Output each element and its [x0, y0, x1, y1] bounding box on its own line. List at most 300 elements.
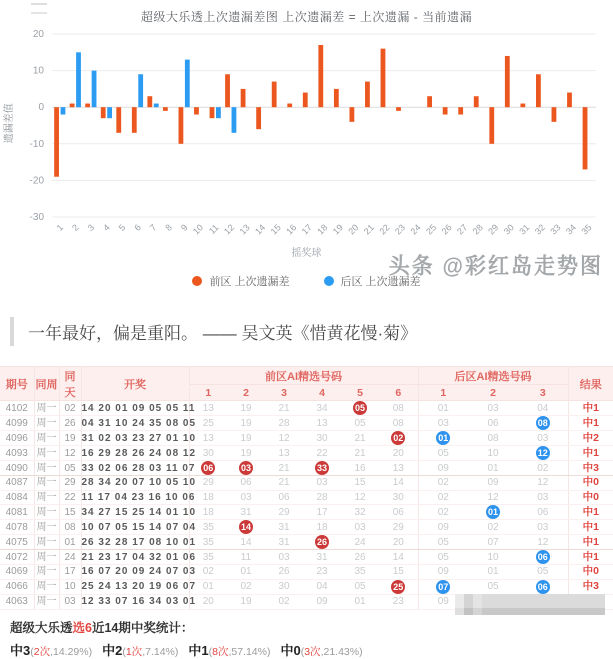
x-tick-label: 22 [377, 222, 392, 237]
x-tick-label: 19 [330, 222, 345, 237]
cell-front-pick-3: 21 [265, 461, 303, 476]
x-tick-label: 3 [85, 222, 97, 233]
x-tick-label: 2 [70, 222, 81, 233]
bar-front-6 [132, 107, 137, 133]
col-header-back-group: 后区AI精选号码 [418, 367, 568, 385]
cell-back-pick-2: 01 [468, 565, 518, 580]
cell-draw-numbers: 34 27 15 25 14 01 10 [81, 506, 197, 518]
x-tick-label: 13 [237, 222, 252, 237]
bar-back-3 [92, 71, 97, 108]
cell-front-pick-1: 29 [189, 476, 227, 491]
table-row-4066 [0, 579, 613, 594]
col-header-draw: 开奖 [81, 367, 189, 401]
cell-front-pick-2: 19 [227, 401, 265, 416]
cell-front-pick-1: 25 [189, 416, 227, 431]
cell-draw-numbers: 21 23 17 04 32 01 06 [81, 551, 197, 563]
table-row-4099 [0, 416, 613, 431]
cell-front-pick-3: 06 [265, 490, 303, 505]
cell-front-pick-2: 02 [227, 579, 265, 594]
x-tick-label: 15 [268, 222, 283, 237]
x-tick-label: 1 [54, 222, 66, 233]
cell-back-pick-1: 02 [418, 476, 468, 491]
cell-front-pick-2: 11 [227, 550, 265, 565]
bar-front-22 [381, 49, 386, 108]
cell-front-pick-6 [379, 579, 418, 594]
cell-same-day: 03 [59, 594, 81, 609]
cell-front-pick-3: 28 [265, 416, 303, 431]
x-tick-label: 31 [517, 222, 532, 237]
stat-item-中2 [102, 643, 178, 658]
x-tick-label: 23 [392, 222, 408, 237]
stats-values [10, 640, 613, 659]
x-tick-label: 16 [284, 222, 299, 237]
cell-front-pick-2 [227, 520, 265, 535]
cell-back-pick-1 [418, 431, 468, 446]
stats-title-highlight: 选6 [72, 620, 92, 635]
cell-back-pick-3: 03 [518, 490, 568, 505]
cell-same-week: 周一 [34, 416, 59, 431]
cell-result: 中0 [568, 490, 613, 505]
bar-front-12 [225, 74, 230, 107]
cell-back-pick-1: 01 [418, 401, 468, 416]
cell-front-pick-5: 21 [341, 446, 379, 461]
cell-back-pick-1: 03 [418, 416, 468, 431]
cell-front-pick-5: 35 [341, 565, 379, 580]
bar-front-15 [272, 82, 277, 108]
cell-front-pick-5: 26 [341, 550, 379, 565]
cell-same-week: 周一 [34, 431, 59, 446]
bar-front-23 [396, 107, 401, 111]
cell-issue: 4066 [0, 579, 34, 594]
bar-back-11 [216, 107, 221, 118]
cell-issue: 4063 [0, 594, 34, 609]
cell-front-pick-2 [227, 461, 265, 476]
back-hit-ball: 07 [438, 581, 449, 592]
cell-front-pick-1: 35 [189, 520, 227, 535]
cell-result: 中2 [568, 431, 613, 446]
legend-label-front: 前区 上次遗漏差 [209, 276, 290, 288]
cell-front-pick-2: 31 [227, 505, 265, 520]
y-tick-label: 10 [32, 65, 44, 77]
x-tick-label: 28 [470, 222, 485, 237]
y-tick-label: 0 [38, 102, 44, 114]
cell-front-pick-4: 28 [303, 490, 341, 505]
stats-title-text: 超级大乐透 [10, 620, 73, 635]
cell-front-pick-5: 32 [341, 505, 379, 520]
cell-front-pick-3: 26 [265, 565, 303, 580]
cell-same-day: 24 [59, 550, 81, 565]
cell-front-pick-3: 30 [265, 579, 303, 594]
bar-front-30 [505, 56, 510, 107]
front-hit-ball: 33 [316, 463, 327, 473]
stat-label: 中0 [280, 642, 301, 658]
ai-picks-table [0, 366, 613, 610]
bar-front-35 [583, 107, 588, 169]
cell-front-pick-2: 19 [227, 416, 265, 431]
legend-item-front [192, 273, 289, 289]
x-tick-label: 34 [563, 222, 579, 237]
bar-front-20 [349, 107, 354, 122]
cell-front-pick-6: 20 [379, 446, 418, 461]
cell-front-pick-4: 03 [303, 476, 341, 491]
cell-same-day: 08 [59, 520, 81, 535]
cell-front-pick-6: 30 [379, 490, 418, 505]
back-hit-ball: 01 [487, 507, 498, 518]
bar-front-7 [147, 96, 152, 107]
front-hit-ball: 02 [393, 433, 404, 443]
cell-back-pick-1: 09 [418, 520, 468, 535]
table-row-4102 [0, 401, 613, 416]
cell-back-pick-2: 07 [468, 535, 518, 550]
cell-front-pick-6: 13 [379, 461, 418, 476]
x-tick-label: 27 [455, 222, 470, 237]
table-row-4078 [0, 520, 613, 535]
stat-detail: (8次,57.14%) [208, 645, 271, 658]
cell-draw-numbers: 28 34 20 07 10 05 10 [81, 477, 197, 489]
stat-item-中3 [10, 643, 92, 658]
front-hit-ball: 06 [203, 463, 214, 473]
cell-front-pick-4: 30 [303, 431, 341, 446]
bar-front-8 [163, 107, 168, 111]
bar-front-27 [458, 107, 463, 114]
x-tick-label: 35 [579, 222, 594, 237]
cell-front-pick-3: 29 [265, 505, 303, 520]
cell-front-pick-5: 03 [341, 520, 379, 535]
cell-front-pick-2: 06 [227, 476, 265, 491]
cell-front-pick-6: 14 [379, 476, 418, 491]
cell-back-pick-2: 12 [468, 490, 518, 505]
cell-back-pick-1: 09 [418, 461, 468, 476]
bar-front-4 [101, 107, 106, 118]
x-tick-label: 14 [253, 222, 268, 237]
cell-front-pick-1: 30 [189, 446, 227, 461]
cell-back-pick-2: 10 [468, 446, 518, 461]
front-subcol-2: 2 [227, 385, 265, 401]
bar-back-1 [61, 107, 66, 114]
cell-same-week: 周一 [34, 461, 59, 476]
cell-back-pick-3: 12 [518, 476, 568, 491]
y-axis-label: 遗漏差值 [4, 103, 15, 144]
cell-back-pick-1: 02 [418, 490, 468, 505]
cell-back-pick-3 [518, 579, 568, 594]
x-tick-label: 8 [163, 222, 174, 233]
stat-label: 中2 [102, 642, 123, 658]
x-tick-label: 4 [101, 222, 112, 233]
omission-diff-chart [0, 0, 613, 291]
cell-back-pick-2: 03 [468, 401, 518, 416]
x-axis-label: 摇奖球 [291, 248, 322, 259]
cell-back-pick-1: 05 [418, 446, 468, 461]
table-row-4090 [0, 461, 613, 476]
cell-front-pick-5: 05 [341, 579, 379, 594]
x-tick-label: 6 [132, 222, 143, 233]
cell-issue: 4081 [0, 505, 34, 520]
table-row-4081 [0, 505, 613, 520]
stats-title [10, 618, 613, 636]
cell-same-week: 周一 [34, 505, 59, 520]
x-tick-label: 30 [501, 222, 516, 237]
cell-front-pick-4: 17 [303, 505, 341, 520]
cell-front-pick-3: 03 [265, 550, 303, 565]
x-tick-label: 25 [424, 222, 439, 237]
cell-back-pick-3: 02 [518, 461, 568, 476]
cell-draw-numbers: 33 02 06 28 03 11 07 [81, 462, 196, 474]
cell-draw-numbers: 10 07 05 15 14 07 04 [81, 521, 197, 533]
stat-detail: (1次,7.14%) [122, 645, 179, 658]
cell-front-pick-5: 01 [341, 594, 379, 609]
cell-front-pick-1: 02 [189, 565, 227, 580]
cell-result: 中1 [568, 416, 613, 431]
bar-front-5 [116, 107, 121, 133]
back-legend-dot-icon [324, 276, 334, 286]
cell-same-week: 周一 [34, 535, 59, 550]
cell-back-pick-3: 06 [518, 505, 568, 520]
cell-front-pick-4: 22 [303, 446, 341, 461]
cell-result: 中1 [568, 535, 613, 550]
x-tick-label: 11 [206, 222, 221, 237]
cell-result: 中1 [568, 446, 613, 461]
cell-back-pick-1: 09 [418, 594, 468, 609]
cell-front-pick-6: 14 [379, 550, 418, 565]
bar-front-16 [287, 104, 292, 108]
table-row-4072 [0, 550, 613, 565]
cell-same-day: 10 [59, 579, 81, 594]
cell-same-day: 02 [59, 401, 81, 416]
legend-label-back: 后区 上次遗漏差 [340, 276, 421, 288]
poem-quote: 一年最好，偏是重阳。 —— 吴文英《惜黄花慢·菊》 [10, 317, 599, 346]
back-subcol-2: 2 [468, 385, 518, 401]
x-tick-label: 24 [408, 222, 423, 237]
cell-issue: 4084 [0, 490, 34, 505]
bar-back-4 [107, 107, 112, 118]
watermark-text: 头条 @彩红岛走势图 [388, 254, 603, 279]
back-subcol-1: 1 [418, 385, 468, 401]
cell-front-pick-4: 13 [303, 416, 341, 431]
cell-back-pick-3: 05 [518, 565, 568, 580]
bar-back-9 [185, 60, 190, 108]
cell-draw-numbers: 31 02 03 23 27 01 10 [81, 432, 197, 444]
cell-back-pick-3: 03 [518, 431, 568, 446]
stats-title-text: 近14期中奖统计： [91, 620, 194, 635]
front-hit-ball: 25 [393, 581, 404, 592]
bar-front-9 [179, 107, 184, 144]
cell-front-pick-6: 29 [379, 520, 418, 535]
bar-front-28 [474, 96, 479, 107]
cell-front-pick-2: 01 [227, 565, 265, 580]
x-tick-label: 33 [548, 222, 563, 237]
bar-front-21 [365, 82, 370, 108]
cell-front-pick-4: 34 [303, 401, 341, 416]
cell-same-day: 19 [59, 431, 81, 446]
cell-front-pick-1: 13 [189, 431, 227, 446]
bar-back-7 [154, 104, 159, 108]
front-subcol-6: 6 [379, 385, 418, 401]
cell-same-day: 12 [59, 446, 81, 461]
cell-draw-numbers: 16 29 28 26 24 08 12 [81, 447, 197, 459]
cell-back-pick-1: 09 [418, 565, 468, 580]
cell-front-pick-3: 02 [265, 594, 303, 609]
cell-same-week: 周一 [34, 550, 59, 565]
x-tick-label: 10 [190, 222, 206, 237]
cell-front-pick-1: 18 [189, 505, 227, 520]
cell-back-pick-2: 02 [468, 520, 518, 535]
cell-issue: 4102 [0, 401, 34, 416]
col-header-front-group: 前区AI精选号码 [189, 367, 418, 385]
cell-front-pick-2: 03 [227, 490, 265, 505]
cell-front-pick-2: 19 [227, 431, 265, 446]
front-legend-dot-icon [192, 276, 202, 286]
x-tick-label: 9 [178, 222, 190, 233]
table-row-4093 [0, 446, 613, 461]
cell-back-pick-3: 03 [518, 520, 568, 535]
cell-front-pick-1: 35 [189, 535, 227, 550]
cell-front-pick-6: 08 [379, 401, 418, 416]
col-header-result: 结果 [568, 367, 613, 401]
bar-front-33 [552, 107, 557, 122]
stat-detail: (2次,14.29%) [30, 645, 93, 658]
cell-draw-numbers: 14 20 01 09 05 05 11 [81, 402, 196, 414]
cell-front-pick-1: 18 [189, 490, 227, 505]
x-tick-label: 21 [361, 222, 377, 237]
cell-front-pick-2: 19 [227, 446, 265, 461]
cell-back-pick-2: 05 [468, 579, 518, 594]
cell-same-week: 周一 [34, 490, 59, 505]
x-tick-label: 29 [486, 222, 501, 237]
stat-count: 3次 [304, 645, 321, 658]
cell-front-pick-6 [379, 431, 418, 446]
cell-back-pick-1: 05 [418, 535, 468, 550]
table-row-4084 [0, 490, 613, 505]
cell-issue: 4075 [0, 535, 34, 550]
cell-draw-numbers: 25 24 13 20 19 06 07 [81, 581, 197, 593]
cell-front-pick-6: 15 [379, 565, 418, 580]
pixelated-watermark-block [455, 594, 605, 615]
bar-front-3 [85, 104, 90, 108]
cell-draw-numbers: 26 32 28 17 08 10 01 [81, 536, 197, 548]
cell-same-week: 周一 [34, 520, 59, 535]
stats-block [10, 618, 613, 659]
chart-title: 超级大乐透上次遗漏差图 上次遗漏差 = 上次遗漏 - 当前遗漏 [140, 10, 473, 24]
cell-front-pick-3: 13 [265, 446, 303, 461]
cell-front-pick-4: 04 [303, 579, 341, 594]
x-tick-label: 7 [147, 222, 159, 233]
cell-result: 中0 [568, 565, 613, 580]
y-tick-label: -30 [29, 212, 44, 223]
cell-same-day: 26 [59, 416, 81, 431]
cell-front-pick-5: 21 [341, 431, 379, 446]
cell-issue: 4093 [0, 446, 34, 461]
table-row-4069 [0, 565, 613, 580]
back-hit-ball: 01 [438, 433, 449, 443]
bar-front-32 [536, 74, 541, 107]
cell-draw-numbers: 16 07 20 09 24 07 03 [81, 566, 197, 578]
cell-issue: 4090 [0, 461, 34, 476]
bar-back-2 [76, 52, 81, 107]
bar-front-34 [567, 93, 572, 108]
cell-front-pick-4 [303, 535, 341, 550]
cell-front-pick-3: 21 [265, 401, 303, 416]
col-header-same-day: 同天 [59, 367, 81, 401]
cell-back-pick-1 [418, 579, 468, 594]
cell-front-pick-5 [341, 401, 379, 416]
x-tick-label: 5 [116, 222, 128, 233]
back-subcol-3: 3 [518, 385, 568, 401]
cell-issue: 4078 [0, 520, 34, 535]
front-hit-ball: 03 [240, 463, 251, 473]
bar-front-31 [520, 104, 525, 108]
bar-back-6 [138, 74, 143, 107]
cell-front-pick-1: 20 [189, 594, 227, 609]
cell-same-week: 周一 [34, 401, 59, 416]
cell-back-pick-2: 01 [468, 461, 518, 476]
x-tick-label: 18 [315, 222, 330, 237]
bar-front-11 [210, 107, 215, 118]
bar-front-2 [70, 104, 75, 108]
bar-front-18 [318, 45, 323, 107]
bar-front-13 [241, 89, 246, 107]
bar-front-17 [303, 93, 308, 108]
front-subcol-4: 4 [303, 385, 341, 401]
x-tick-label: 17 [299, 222, 314, 237]
cell-same-week: 周一 [34, 565, 59, 580]
cell-issue: 4087 [0, 476, 34, 491]
cell-front-pick-6: 20 [379, 535, 418, 550]
cell-front-pick-2: 19 [227, 594, 265, 609]
cell-issue: 4096 [0, 431, 34, 446]
stat-count: 8次 [212, 645, 229, 658]
cell-front-pick-4 [303, 461, 341, 476]
cell-front-pick-2: 14 [227, 535, 265, 550]
table-row-4087 [0, 476, 613, 491]
cell-same-day: 15 [59, 505, 81, 520]
cell-front-pick-4: 31 [303, 550, 341, 565]
bar-chart-plot [0, 26, 613, 244]
bar-front-19 [334, 89, 339, 107]
cell-front-pick-6: 23 [379, 594, 418, 609]
cell-back-pick-2: 06 [468, 416, 518, 431]
x-tick-label: 32 [532, 222, 548, 237]
front-subcol-3: 3 [265, 385, 303, 401]
bar-front-1 [54, 107, 59, 177]
stat-count: 1次 [125, 645, 143, 658]
cell-same-week: 周一 [34, 579, 59, 594]
front-subcol-5: 5 [341, 385, 379, 401]
cell-front-pick-5: 15 [341, 476, 379, 491]
cell-draw-numbers: 12 33 07 16 34 03 01 [81, 596, 197, 608]
x-tick-label: 20 [346, 222, 361, 237]
cell-back-pick-2: 10 [468, 550, 518, 565]
cell-back-pick-1: 02 [418, 505, 468, 520]
cell-front-pick-1: 01 [189, 579, 227, 594]
cell-back-pick-3: 04 [518, 401, 568, 416]
stat-item-中1 [188, 643, 270, 658]
cell-front-pick-4: 09 [303, 594, 341, 609]
stat-count: 2次 [33, 645, 51, 658]
back-hit-ball: 12 [537, 448, 548, 458]
front-hit-ball: 14 [240, 522, 251, 533]
cell-back-pick-2: 08 [468, 431, 518, 446]
bar-back-12 [232, 107, 237, 133]
cell-result: 中0 [568, 476, 613, 491]
bar-front-29 [489, 107, 494, 144]
front-hit-ball: 05 [354, 403, 365, 413]
bar-front-14 [256, 107, 261, 129]
y-tick-label: -10 [29, 138, 44, 150]
bar-front-26 [443, 107, 448, 114]
cell-front-pick-3: 31 [265, 520, 303, 535]
cell-front-pick-6: 08 [379, 416, 418, 431]
bar-front-10 [194, 107, 199, 114]
